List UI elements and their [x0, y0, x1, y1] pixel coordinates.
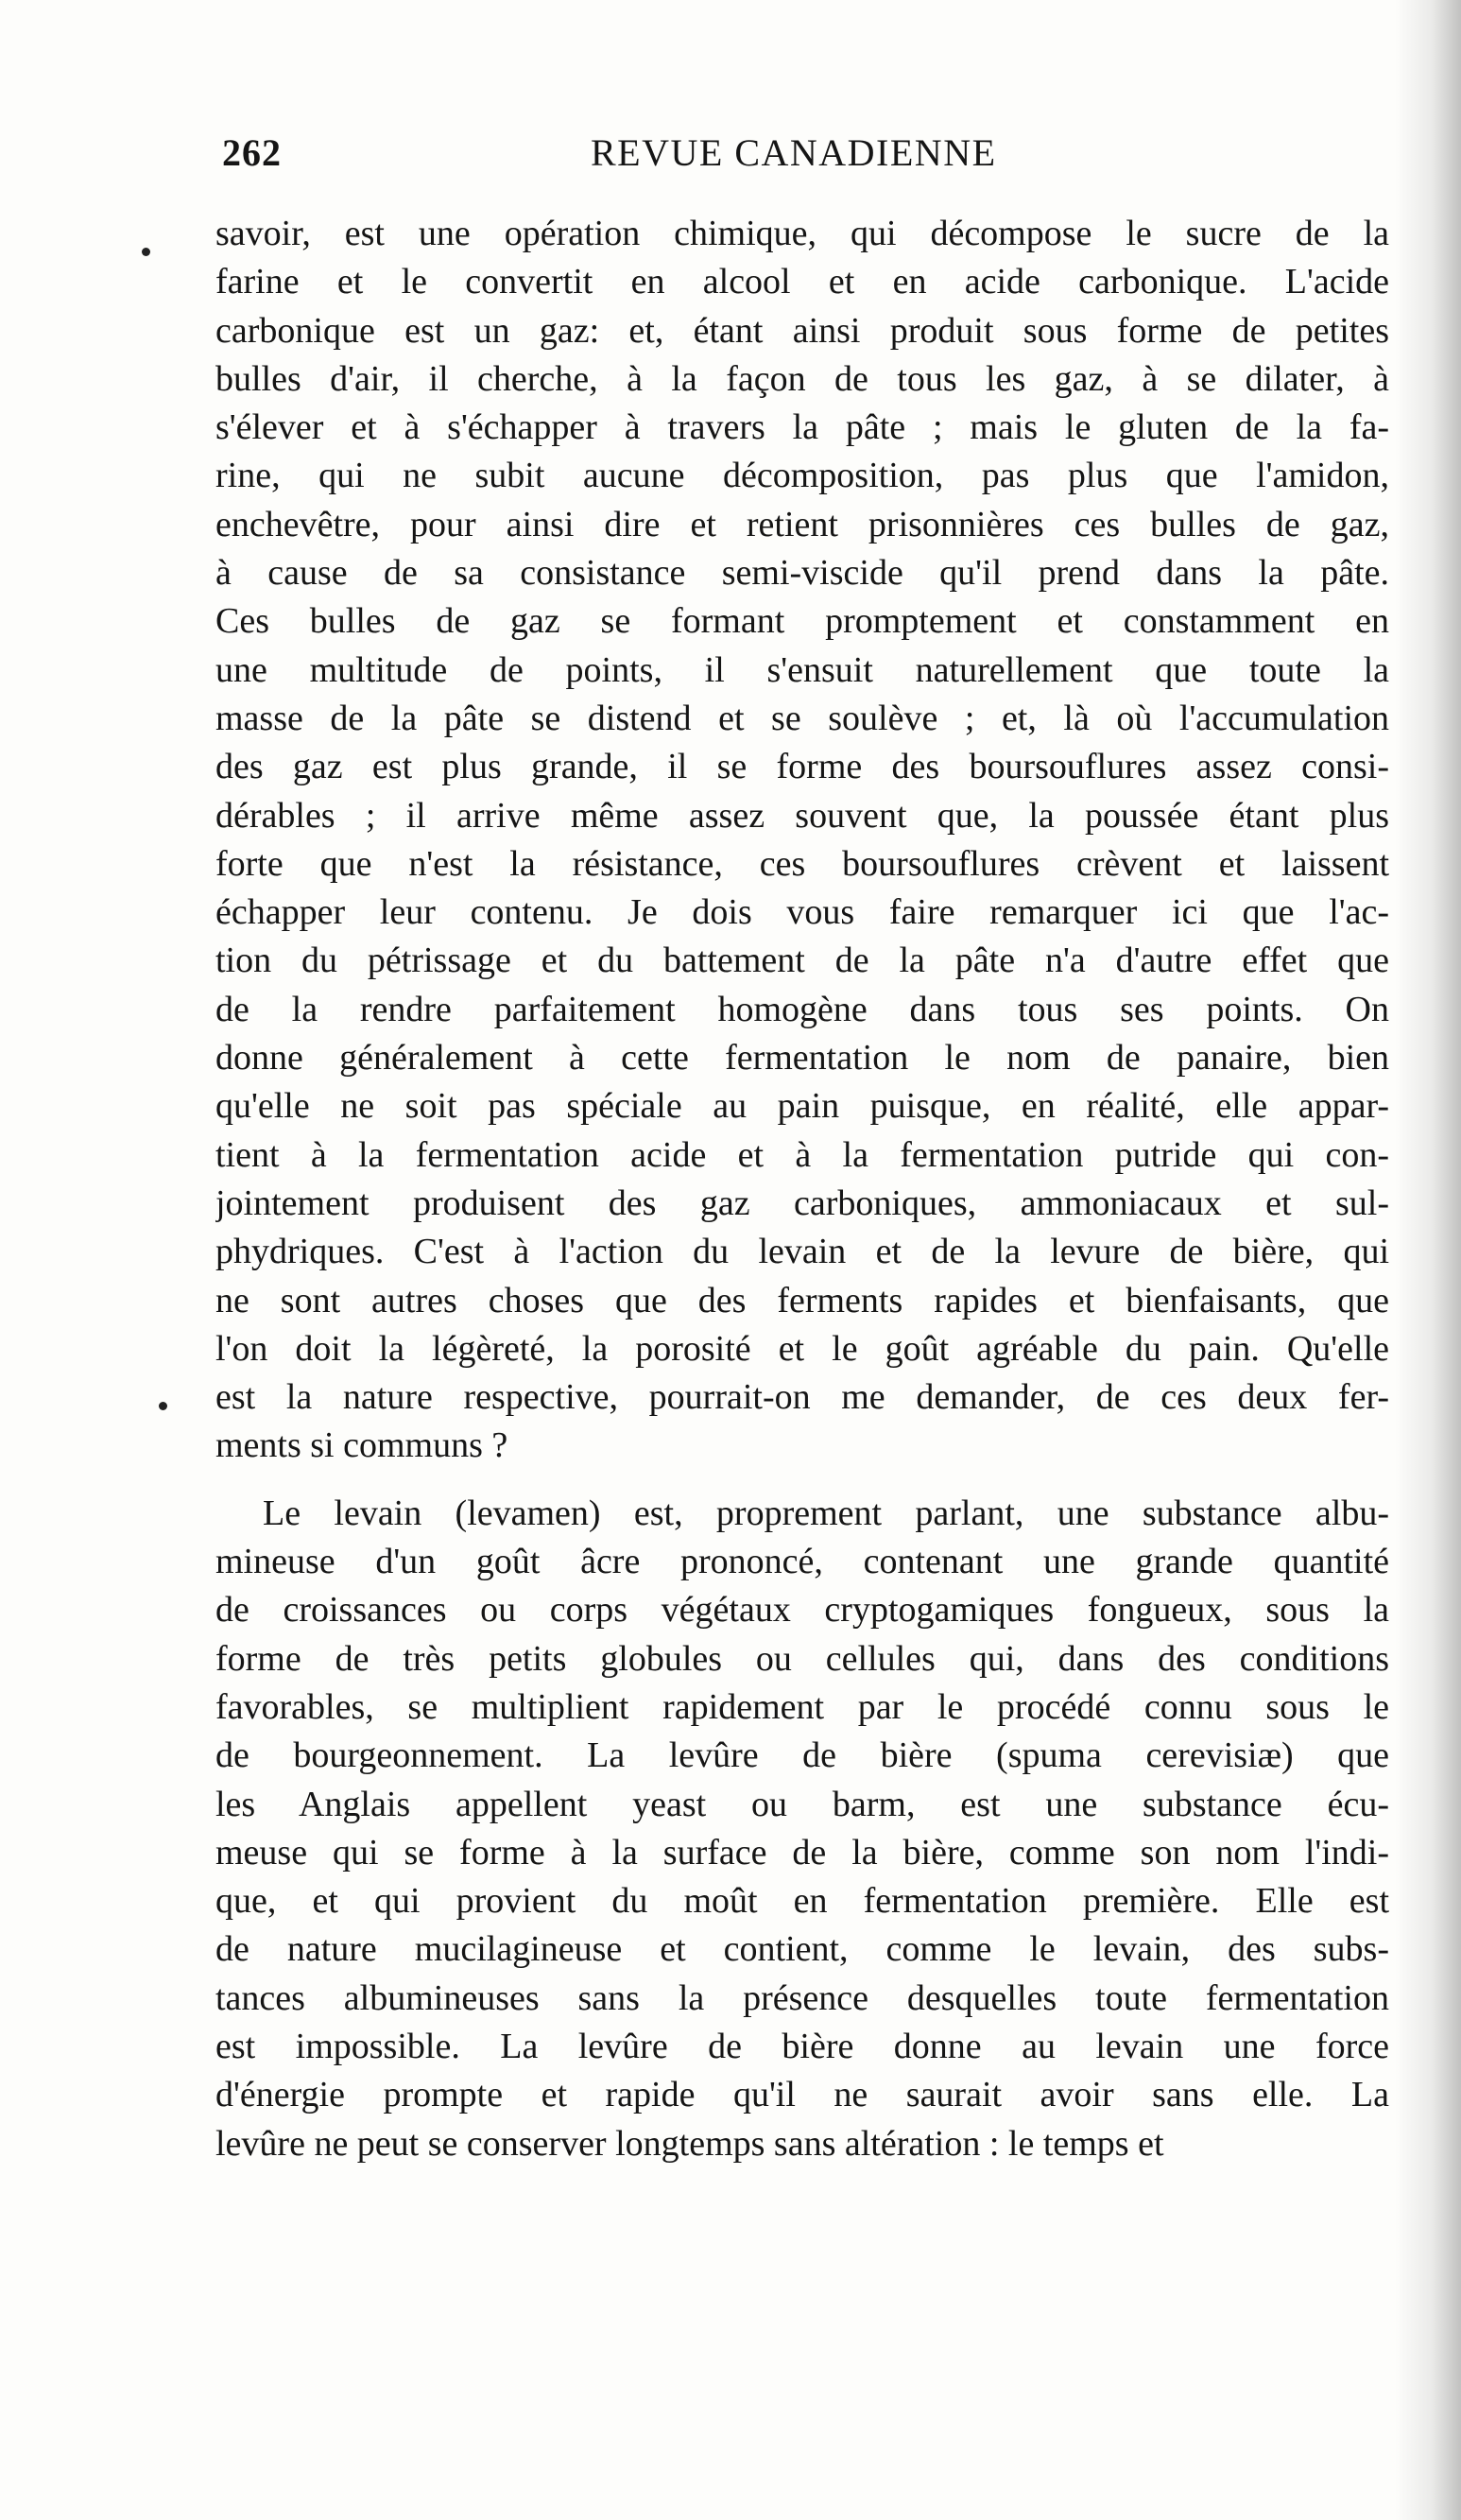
text-line: meuse qui se forme à la surface de la bière, comme son nom l'indi-	[215, 1832, 1389, 1873]
text-line: donne généralement à cette fermentation le nom de panaire, bien	[215, 1038, 1389, 1079]
text-line: les Anglais appellent yeast ou barm, est une substance écu-	[215, 1784, 1389, 1824]
text-line: mineuse d'un goût âcre prononcé, contenant une grande quantité	[215, 1542, 1389, 1582]
scan-edge-shadow	[1395, 0, 1461, 2520]
text-line: une multitude de points, il s'ensuit naturellement que toute la	[215, 649, 1389, 690]
margin-dot	[142, 248, 150, 256]
body-text	[215, 210, 1389, 2168]
text-line: carbonique est un gaz: et, étant ainsi produit sous forme de petites	[215, 310, 1389, 351]
text-line: est la nature respective, pourrait-on me demander, de ces deux fer-	[215, 1377, 1389, 1418]
text-line: Ces bulles de gaz se formant promptement et constamment en	[215, 601, 1389, 642]
text-line: qu'elle ne soit pas spéciale au pain puisque, en réalité, elle appar-	[215, 1086, 1389, 1127]
text-line: de la rendre parfaitement homogène dans tous ses points. On	[215, 989, 1389, 1029]
text-line: enchevêtre, pour ainsi dire et retient prisonnières ces bulles de gaz,	[215, 504, 1389, 544]
text-line: tient à la fermentation acide et à la fermentation putride qui con-	[215, 1134, 1389, 1175]
text-line: l'on doit la légèreté, la porosité et le goût agréable du pain. Qu'elle	[215, 1328, 1389, 1369]
text-line: phydriques. C'est à l'action du levain et de la levure de bière, qui	[215, 1232, 1389, 1272]
text-line: farine et le convertit en alcool et en acide carbonique. L'acide	[215, 262, 1389, 302]
text-line: rine, qui ne subit aucune décomposition, pas plus que l'amidon,	[215, 456, 1389, 496]
text-line: échapper leur contenu. Je dois vous faire remarquer ici que l'ac-	[215, 892, 1389, 933]
text-line: de nature mucilagineuse et contient, comme le levain, des subs-	[215, 1929, 1389, 1970]
text-line: forme de très petits globules ou cellules qui, dans des conditions	[215, 1638, 1389, 1679]
paragraph	[215, 210, 1389, 1471]
text-line: dérables ; il arrive même assez souvent que, la poussée étant plus	[215, 795, 1389, 836]
text-line: à cause de sa consistance semi-viscide qu'il prend dans la pâte.	[215, 553, 1389, 594]
text-line: levûre ne peut se conserver longtemps sans altération : le temps et	[215, 2123, 1164, 2164]
text-line: ments si communs ?	[215, 1425, 508, 1466]
paragraph	[215, 1490, 1389, 2168]
page-header	[222, 130, 1403, 187]
text-line: jointement produisent des gaz carboniques, ammoniacaux et sul-	[215, 1182, 1389, 1223]
text-line: savoir, est une opération chimique, qui décompose le sucre de la	[215, 214, 1389, 253]
text-line: d'énergie prompte et rapide qu'il ne saurait avoir sans elle. La	[215, 2075, 1389, 2115]
text-line: des gaz est plus grande, il se forme des boursouflures assez consi-	[215, 747, 1389, 787]
text-line: Le levain (levamen) est, proprement parlant, une substance albu-	[263, 1493, 1389, 1533]
text-line: tion du pétrissage et du battement de la pâte n'a d'autre effet que	[215, 941, 1389, 981]
text-line: favorables, se multiplient rapidement par le procédé connu sous le	[215, 1686, 1389, 1727]
text-line: de bourgeonnement. La levûre de bière (spuma cerevisiæ) que	[215, 1735, 1389, 1776]
text-line: ne sont autres choses que des ferments rapides et bienfaisants, que	[215, 1280, 1389, 1320]
text-line: tances albumineuses sans la présence desquelles toute fermentation	[215, 1977, 1389, 2018]
page-number: 262	[222, 131, 282, 174]
text-line: forte que n'est la résistance, ces boursouflures crèvent et laissent	[215, 843, 1389, 884]
running-title: REVUE CANADIENNE	[591, 131, 997, 174]
text-line: bulles d'air, il cherche, à la façon de tous les gaz, à se dilater, à	[215, 358, 1389, 399]
text-line: que, et qui provient du moût en fermentation première. Elle est	[215, 1881, 1389, 1922]
text-line: masse de la pâte se distend et se soulève ; et, là où l'accumulation	[215, 698, 1389, 738]
text-line: s'élever et à s'échapper à travers la pâte ; mais le gluten de la fa-	[215, 407, 1389, 448]
text-line: est impossible. La levûre de bière donne au levain une force	[215, 2026, 1389, 2066]
text-line: de croissances ou corps végétaux cryptogamiques fongueux, sous la	[215, 1590, 1389, 1631]
margin-dot	[159, 1402, 167, 1410]
